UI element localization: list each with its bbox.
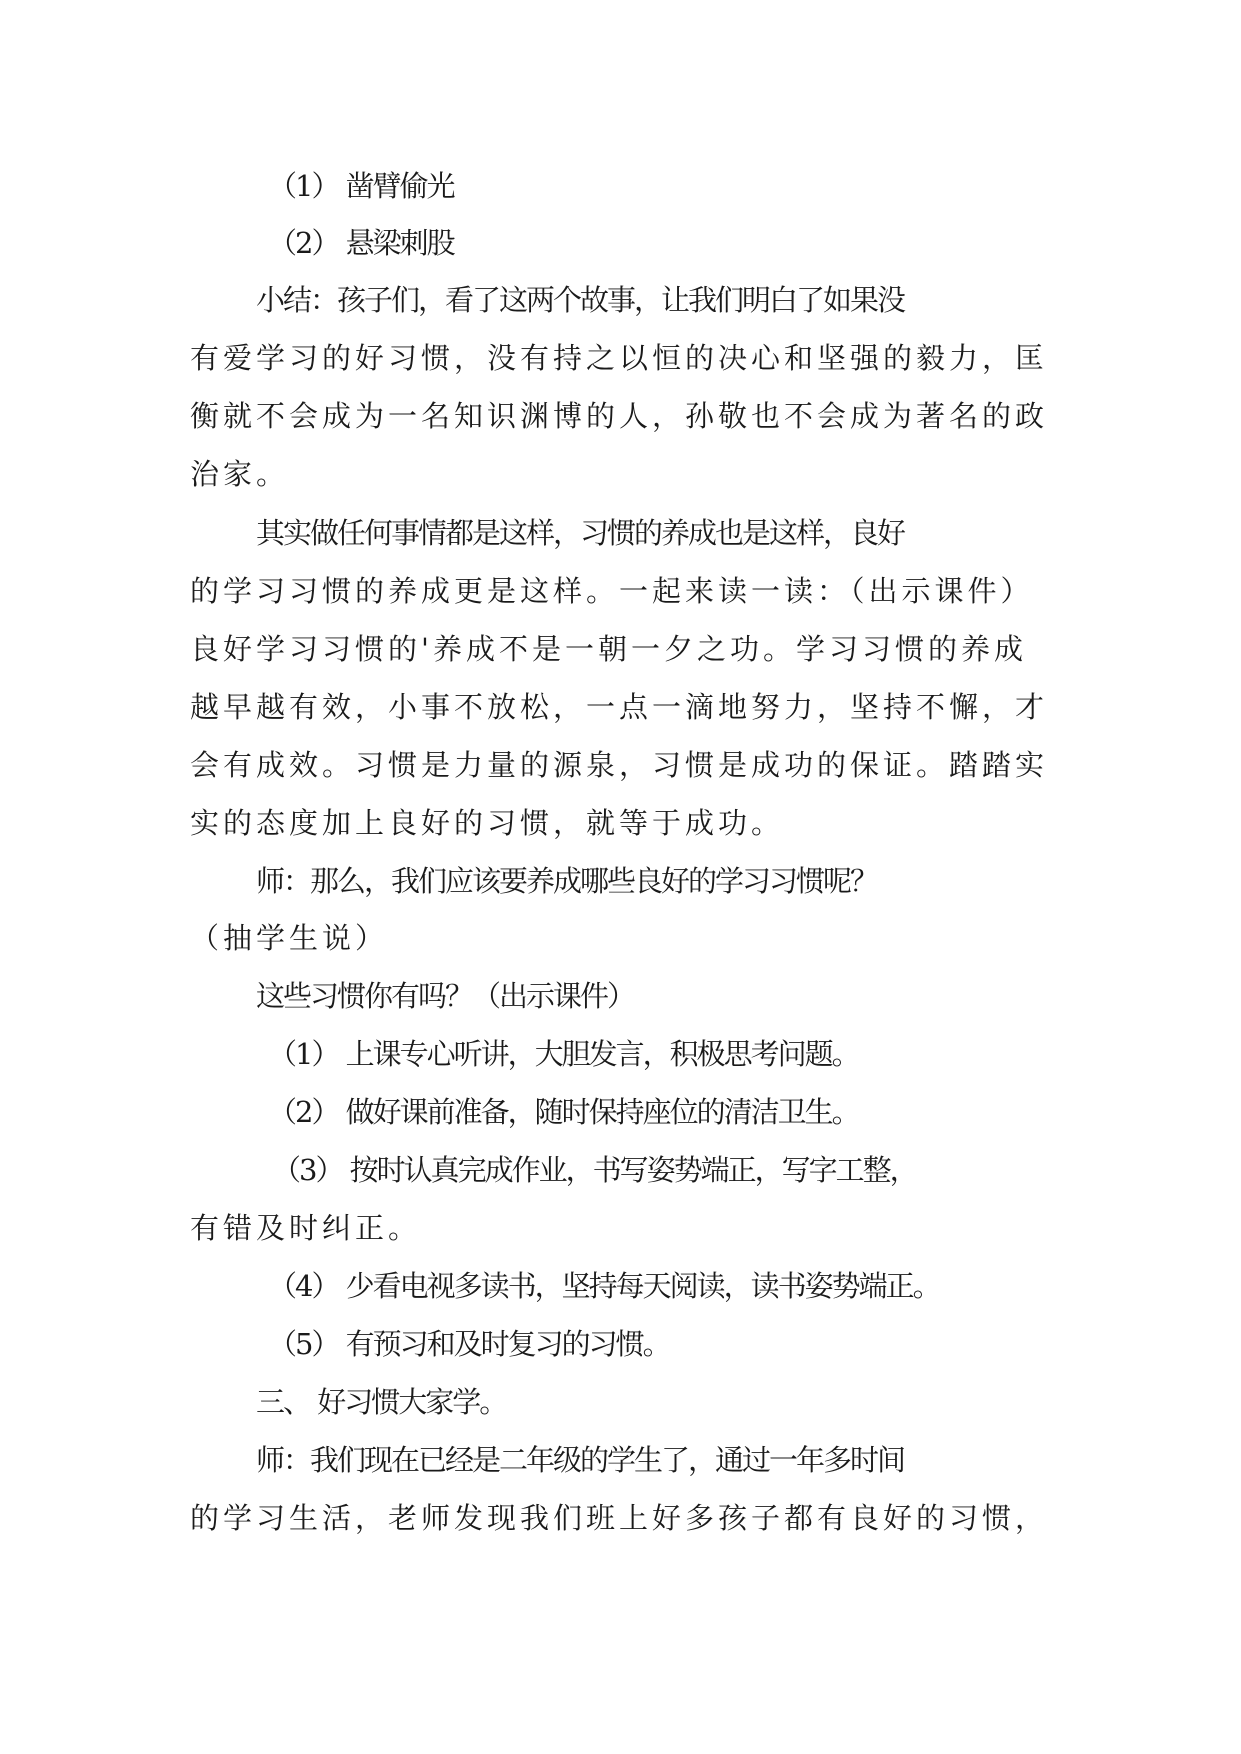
text-line: 的学习习惯的养成更是这样。一起来读一读：（出示课件） <box>190 574 1034 608</box>
text-line: 有爱学习的好习惯，没有持之以恒的决心和坚强的毅力，匡 <box>190 341 1049 375</box>
text-line: 会有成效。习惯是力量的源泉，习惯是成功的保证。踏踏实 <box>190 748 1049 782</box>
text-line: 小结：孩子们，看了这两个故事，让我们明白了如果没 <box>256 283 905 317</box>
text-line: 衡就不会成为一名知识渊博的人，孙敬也不会成为著名的政 <box>190 399 1049 433</box>
text-line: （5） 有预习和及时复习的习惯。 <box>268 1327 670 1361</box>
text-line: 师：我们现在已经是二年级的学生了，通过一年多时间 <box>256 1443 905 1477</box>
text-line: 治家。 <box>190 457 290 491</box>
text-line: （2） 悬梁刺股 <box>268 226 454 260</box>
text-line: （1） 凿臂偷光 <box>268 169 454 203</box>
text-line: （抽学生说） <box>190 921 389 955</box>
text-line: 越早越有效，小事不放松，一点一滴地努力，坚持不懈，才 <box>190 690 1049 724</box>
text-line: 师：那么，我们应该要养成哪些良好的学习习惯呢？ <box>256 864 878 898</box>
text-line: 其实做任何事情都是这样，习惯的养成也是这样，良好 <box>256 516 905 550</box>
text-line: 有错及时纠正。 <box>190 1211 422 1245</box>
text-line: （4） 少看电视多读书，坚持每天阅读，读书姿势端正。 <box>268 1269 940 1303</box>
text-line: 这些习惯你有吗？（出示课件） <box>256 979 635 1013</box>
text-line: 良好学习习惯的'养成不是一朝一夕之功。学习习惯的养成 <box>190 632 1027 666</box>
text-line: （2） 做好课前准备，随时保持座位的清洁卫生。 <box>268 1095 859 1129</box>
text-line: 三、 好习惯大家学。 <box>256 1385 507 1419</box>
text-line: （3） 按时认真完成作业，书写姿势端正，写字工整， <box>272 1153 917 1187</box>
text-line: 的学习生活，老师发现我们班上好多孩子都有良好的习惯， <box>190 1501 1049 1535</box>
text-line: （1） 上课专心听讲，大胆发言，积极思考问题。 <box>268 1037 859 1071</box>
text-line: 实的态度加上良好的习惯，就等于成功。 <box>190 806 785 840</box>
